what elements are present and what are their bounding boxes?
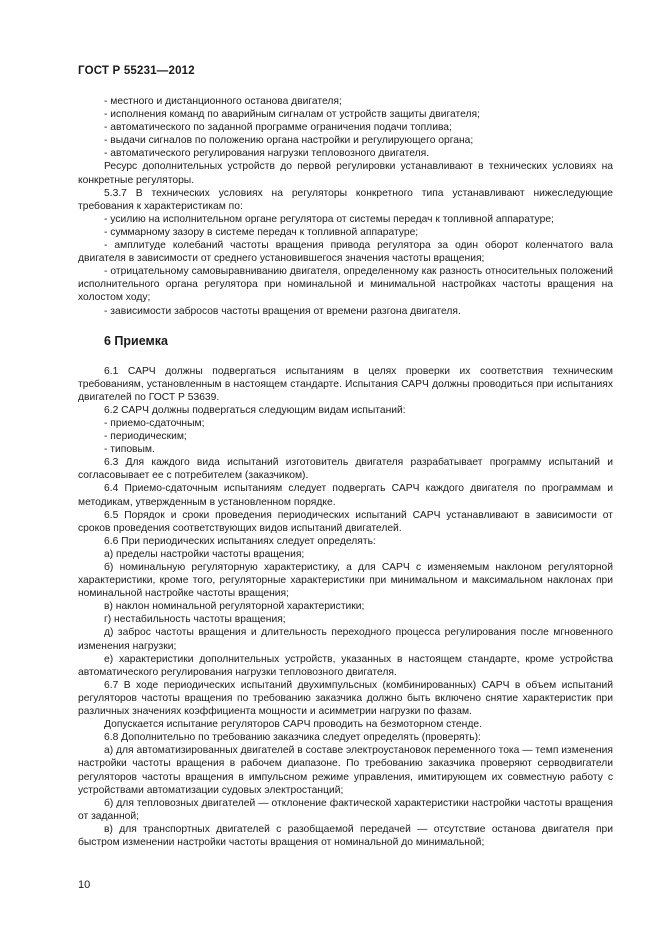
list-item: - отрицательному самовыравниванию двигателя, определенному как разность относительных положений исполнительного органа регулятора при номинальной и минимальной настройках частоты вращения на холостом ходу;	[78, 266, 613, 304]
paragraph: д) заброс частоты вращения и длительность переходного процесса регулирования после мгновенного изменения нагрузки;	[78, 627, 613, 652]
list-item: - приемо-сдаточным;	[104, 417, 205, 429]
paragraph: 6.1 САРЧ должны подвергаться испытаниям в целях проверки их соответствия техническим требованиям, установленным в настоящем стандарте. Испытания САРЧ должны проводиться при испытаниях двигателей по ГОСТ Р 53639.	[78, 365, 613, 403]
paragraph: в) для транспортных двигателей с разобщаемой передачей — отсутствие останова двигателя при быстром изменении настройки частоты вращения от номинальной до минимальной;	[78, 823, 613, 848]
paragraph: е) характеристики дополнительных устройств, указанных в настоящем стандарте, кроме устройства автоматического регулирования нагрузки тепловозного двигателя.	[78, 653, 613, 678]
list-item: - амплитуде колебаний частоты вращения привода регулятора за один оборот коленчатого вала двигателя в зависимости от среднего установившегося значения частоты вращения;	[78, 240, 613, 265]
list-item: - периодическим;	[104, 431, 187, 443]
document-header: ГОСТ Р 55231—2012	[78, 65, 195, 77]
paragraph: 6.3 Для каждого вида испытаний изготовитель двигателя разрабатывает программу испытаний и согласовывает ее с потребителем (заказчиком).	[78, 457, 613, 482]
paragraph: 6.8 Дополнительно по требованию заказчика следует определять (проверять):	[104, 732, 481, 744]
list-item: - зависимости забросов частоты вращения от времени разгона двигателя.	[104, 305, 461, 317]
paragraph: а) пределы настройки частоты вращения;	[104, 548, 305, 560]
list-item: - суммарному зазору в системе передач к топливной аппаратуре;	[104, 226, 419, 238]
paragraph: б) для тепловозных двигателей — отклонение фактической характеристики настройки частоты вращения от заданной;	[78, 797, 613, 822]
paragraph: Ресурс дополнительных устройств до первой регулировки устанавливают в технических условиях на конкретные регуляторы.	[78, 161, 613, 186]
list-item: - исполнения команд по аварийным сигналам от устройств защиты двигателя;	[104, 109, 480, 121]
paragraph: б) номинальную регуляторную характеристику, а для САРЧ с изменяемым наклоном регуляторной характеристики, кроме того, регуляторные характеристики при минимальном и максимальном наклонах при номинальной настройке частоты вращения;	[78, 562, 613, 600]
list-item: - типовым.	[104, 444, 155, 456]
list-item: - выдачи сигналов по положению органа настройки и регулирующего органа;	[104, 135, 474, 147]
paragraph: 6.2 САРЧ должны подвергаться следующим видам испытаний:	[104, 404, 406, 416]
paragraph: в) наклон номинальной регуляторной характеристики;	[104, 601, 365, 613]
section-heading: 6 Приемка	[104, 333, 168, 348]
list-item: - автоматического по заданной программе ограничения подачи топлива;	[104, 122, 452, 134]
paragraph: 6.7 В ходе периодических испытаний двухимпульсных (комбинированных) САРЧ в объем испытаний регуляторов частоты вращения по требованию заказчика должно быть включено снятие характеристик при различных значениях коэффициента мощности и асимметрии нагрузки по фазам.	[78, 679, 613, 718]
page-number: 10	[78, 879, 91, 891]
paragraph: 6.6 При периодических испытаниях следует определять:	[104, 535, 376, 547]
list-item: - усилию на исполнительном органе регулятора от системы передач к топливной аппаратуре;	[104, 213, 554, 225]
paragraph: 6.4 Приемо-сдаточным испытаниям следует подвергать САРЧ каждого двигателя по программам и методикам, утвержденным в установленном порядке.	[78, 483, 613, 508]
paragraph: Допускается испытание регуляторов САРЧ проводить на безмоторном стенде.	[104, 719, 482, 731]
document-body	[78, 95, 613, 849]
paragraph: 6.5 Порядок и сроки проведения периодических испытаний САРЧ устанавливают в зависимости от сроков проведения соответствующих видов испытаний двигателей.	[78, 509, 613, 534]
paragraph: а) для автоматизированных двигателей в составе электроустановок переменного тока — темп изменения настройки частоты вращения в рабочем диапазоне. По требованию заказчика проверяют серводвигатели регуляторов частоты вращения в импульсном режиме управления, имитирующем их совместную работу с устройствами автоматизации судовых электростанций;	[78, 745, 613, 796]
list-item: - автоматического регулирования нагрузки тепловозного двигателя.	[104, 148, 430, 160]
list-item: - местного и дистанционного останова двигателя;	[104, 96, 342, 107]
paragraph: 5.3.7 В технических условиях на регуляторы конкретного типа устанавливают нижеследующие требования к характеристикам по:	[78, 187, 613, 212]
paragraph: г) нестабильность частоты вращения;	[104, 614, 286, 626]
